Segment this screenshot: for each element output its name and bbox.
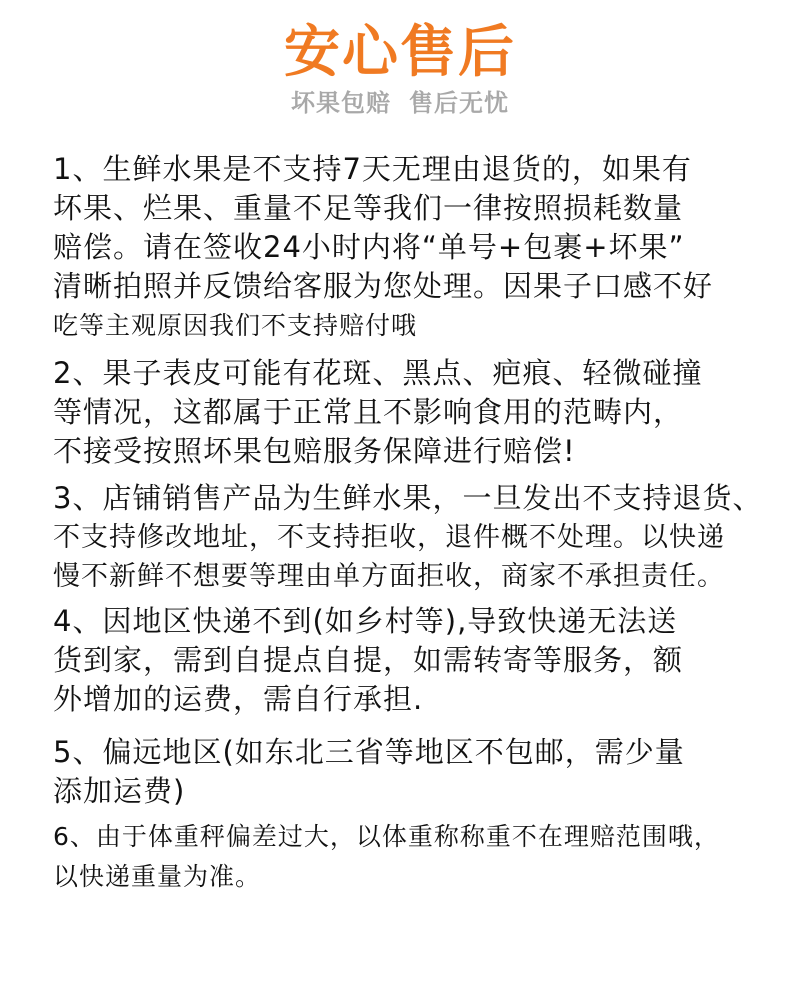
clause-line: 不支持修改地址，不支持拒收，退件概不处理。以快递 xyxy=(53,522,725,553)
clause-line: 坏果、烂果、重量不足等我们一律按照损耗数量 xyxy=(53,191,684,225)
page-subtitle xyxy=(0,86,800,120)
clause-line: 6、由于体重秤偏差过大，以体重称称重不在理赔范围哦， xyxy=(53,822,720,851)
clause-line: 2、果子表皮可能有花斑、黑点、疤痕、轻微碰撞 xyxy=(53,356,703,390)
clause-1 xyxy=(53,150,763,345)
subtitle-part-1: 坏果包赔 xyxy=(291,89,391,117)
clause-4 xyxy=(53,602,763,719)
clause-line: 添加运费) xyxy=(53,774,186,808)
clause-line: 吃等主观原因我们不支持赔付哦 xyxy=(53,311,418,340)
clause-5 xyxy=(53,733,763,811)
clause-line: 3、店铺销售产品为生鲜水果，一旦发出不支持退货、 xyxy=(53,481,763,515)
clause-line: 1、生鲜水果是不支持7天无理由退货的，如果有 xyxy=(53,152,692,186)
clause-line: 4、因地区快递不到(如乡村等),导致快递无法送 xyxy=(53,604,678,638)
clause-line: 货到家，需到自提点自提，如需转寄等服务，额 xyxy=(53,643,684,677)
page-title: 安心售后 xyxy=(284,20,516,85)
subtitle-part-2: 售后无忧 xyxy=(409,89,509,117)
clause-line: 以快递重量为准。 xyxy=(53,862,262,891)
clause-line: 慢不新鲜不想要等理由单方面拒收，商家不承担责任。 xyxy=(53,561,725,592)
clause-3 xyxy=(53,479,763,596)
clause-line: 外增加的运费，需自行承担. xyxy=(53,682,424,716)
clause-line: 5、偏远地区(如东北三省等地区不包邮，需少量 xyxy=(53,735,685,769)
clause-2 xyxy=(53,354,763,471)
clause-line: 清晰拍照并反馈给客服为您处理。因果子口感不好 xyxy=(53,269,714,303)
clause-6 xyxy=(53,817,763,897)
clause-line: 赔偿。请在签收24小时内将“单号+包裹+坏果” xyxy=(53,230,685,264)
after-sales-clauses xyxy=(53,150,763,897)
clause-line: 不接受按照坏果包赔服务保障进行赔偿! xyxy=(53,434,576,468)
clause-line: 等情况，这都属于正常且不影响食用的范畴内， xyxy=(53,395,684,429)
